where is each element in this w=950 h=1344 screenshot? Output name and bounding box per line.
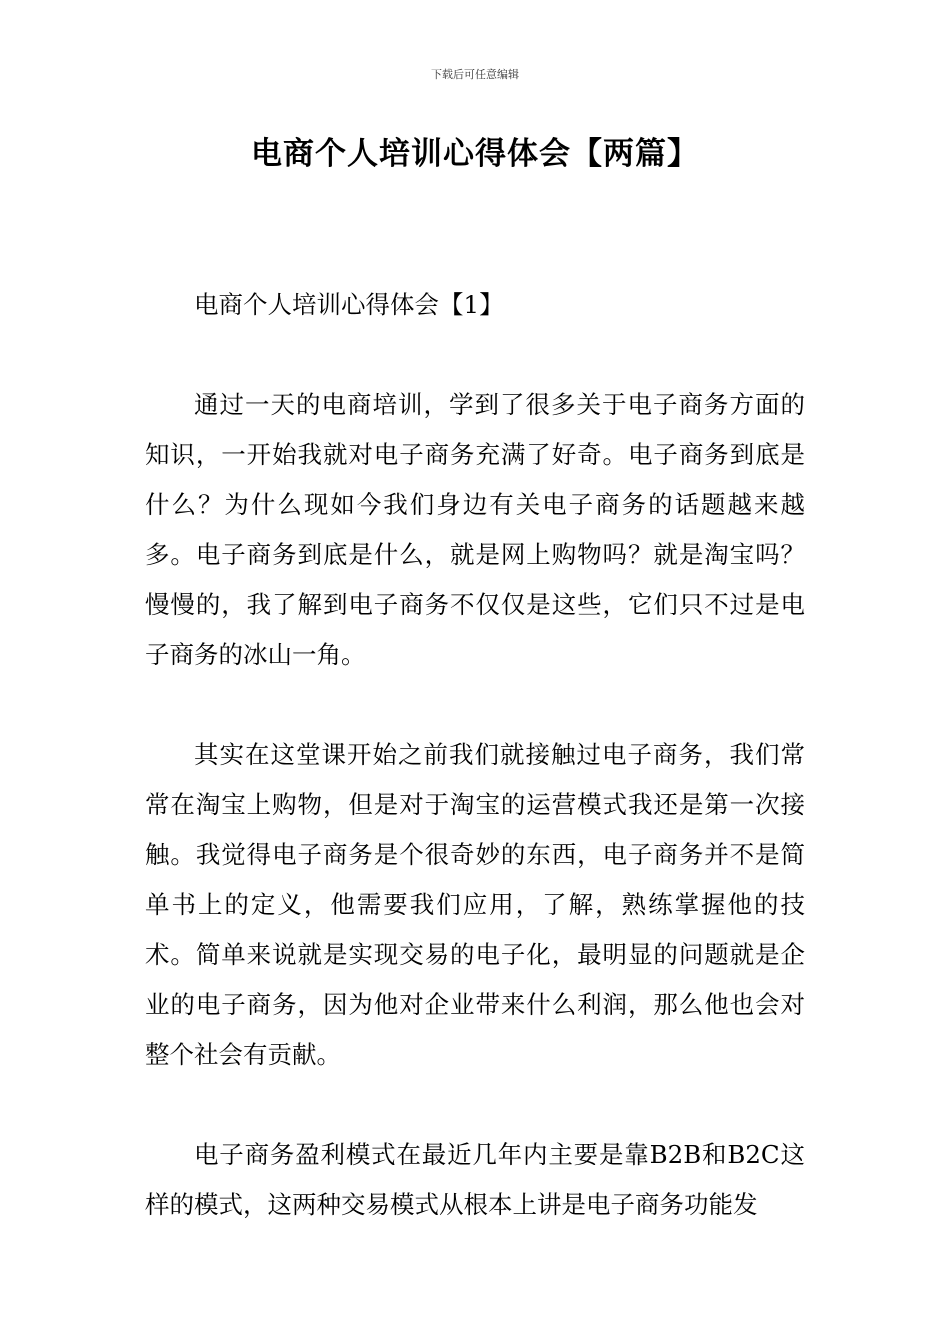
paragraph-2: 其实在这堂课开始之前我们就接触过电子商务，我们常常在淘宝上购物，但是对于淘宝的运营模式我还是第一次接触。我觉得电子商务是个很奇妙的东西，电子商务并不是简单书上的定义，他需要我们应用，了解，熟练掌握他的技术。简单来说就是实现交易的电子化，最明显的问题就是企业的电子商务，因为他对企业带来什么利润，那么他也会对整个社会有贡献。 [145, 740, 805, 1069]
document-title: 电商个人培训心得体会【两篇】 [251, 136, 699, 172]
paragraph-3: 电子商务盈利模式在最近几年内主要是靠B2B和B2C这样的模式，这两种交易模式从根本上讲是电子商务功能发 [145, 1140, 805, 1219]
document-body [145, 280, 805, 1230]
paragraph-1: 通过一天的电商培训，学到了很多关于电子商务方面的知识，一开始我就对电子商务充满了好奇。电子商务到底是什么？为什么现如今我们身边有关电子商务的话题越来越多。电子商务到底是什么，就是网上购物吗？就是淘宝吗？慢慢的，我了解到电子商务不仅仅是这些，它们只不过是电子商务的冰山一角。 [145, 390, 805, 669]
section-heading: 电商个人培训心得体会【1】 [194, 290, 504, 319]
header-note: 下载后可任意编辑 [431, 68, 519, 81]
